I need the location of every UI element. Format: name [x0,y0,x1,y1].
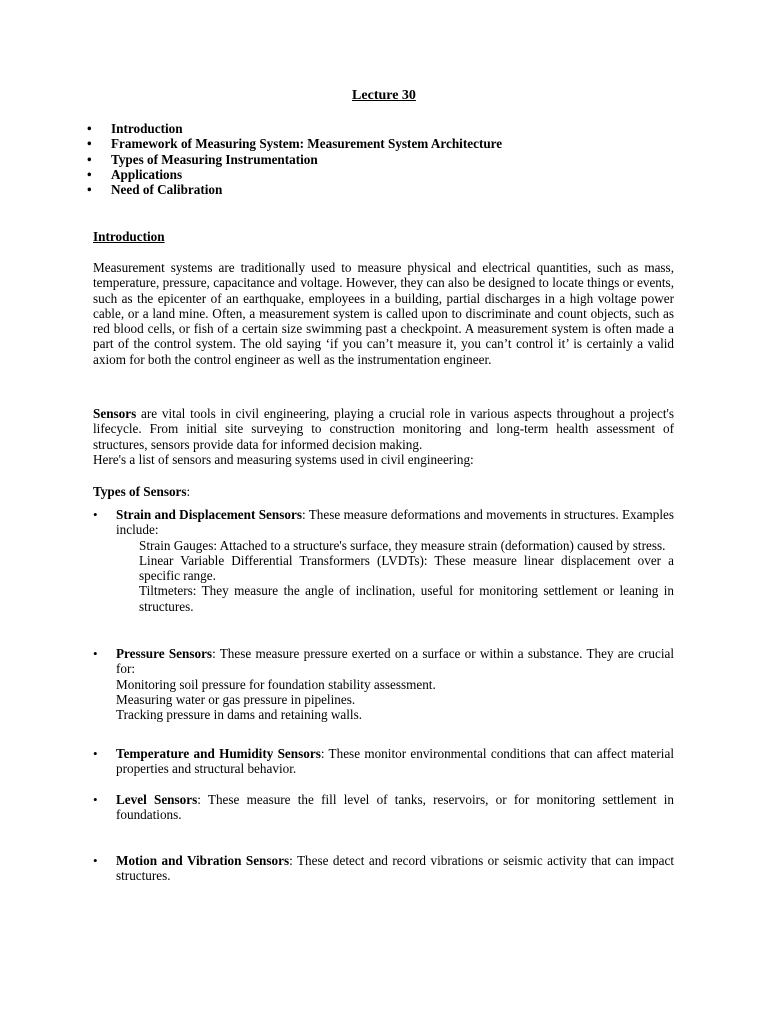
bullet-icon: • [93,792,98,807]
sensor-item-pressure [93,646,674,722]
sensor-desc: : These monitor environmental conditions that can affect material properties and structural behavior. [116,746,674,777]
sensor-body [116,746,674,777]
topic-item [87,136,502,151]
bullet-icon: • [93,507,98,522]
bullet-icon: • [87,166,92,182]
sensor-name: Strain and Displacement Sensors [116,507,302,522]
bullet-icon: • [93,853,98,868]
introduction-paragraph: Measurement systems are traditionally used to measure physical and electrical quantities, such as mass, temperature, pressure, capacitance and voltage. However, they can also be designed to locate things or events, such as the epicenter of an earthquake, employees in a building, partial discharges in a high voltage power cable, or a land mine. Often, a measurement system is called upon to discriminate and count objects, such as red blood cells, or fish of a certain size swimming past a checkpoint. A measurement system is often made a part of the control system. The old saying ‘if you can’t measure it, you can’t control it’ is certainly a valid axiom for both the control engineer as well as the instrumentation engineer. [93,260,674,367]
bullet-icon: • [87,182,92,198]
sensor-sub-item: Tiltmeters: They measure the angle of inclination, useful for monitoring settlement or leaning in structures. [139,583,674,614]
sensors-paragraph [93,406,674,452]
topic-list [87,121,502,197]
bullet-icon: • [87,151,92,167]
topic-text: Need of Calibration [111,182,223,198]
sensor-desc: : These measure pressure exerted on a surface or within a substance. They are crucial for: [116,646,674,677]
sensor-sub-item: Linear Variable Differential Transformers (LVDTs): These measure linear displacement over a specific range. [139,552,674,584]
sensor-name: Motion and Vibration Sensors [116,853,290,868]
sensor-line: Tracking pressure in dams and retaining walls. [116,707,362,723]
sensor-item-strain [93,507,674,614]
sensor-item-temperature [93,746,674,777]
bullet-icon: • [87,121,92,136]
sensor-item-motion [93,853,674,884]
sensors-lead: Sensors [93,406,137,421]
sensor-line: Measuring water or gas pressure in pipelines. [116,691,356,707]
bullet-icon: • [93,746,98,761]
sensors-text: are vital tools in civil engineering, playing a crucial role in various aspects throughout a project's lifecycle. From initial site surveying to construction monitoring and long-term health assessment of structures, sensors provide data for informed decision making. [93,406,674,452]
introduction-heading: Introduction [93,229,165,244]
types-heading-colon: : [186,484,191,499]
sensor-body [116,792,674,823]
bullet-icon: • [87,136,92,152]
topic-item [87,182,502,197]
types-of-sensors-heading [93,484,693,499]
topic-item [87,121,502,136]
topic-text: Applications [111,166,183,182]
topic-item [87,152,502,167]
sensor-name: Temperature and Humidity Sensors [116,746,321,761]
page-title: Lecture 30 [352,88,416,103]
bullet-icon: • [93,646,98,661]
sensor-name: Pressure Sensors [116,646,213,661]
sensor-body [116,646,674,722]
topic-text: Introduction [111,121,183,136]
sensor-item-level [93,792,674,823]
sensor-desc: : These measure the fill level of tanks, reservoirs, or for monitoring settlement in foundations. [116,792,675,823]
sensor-body [116,853,674,884]
sensor-line: Monitoring soil pressure for foundation stability assessment. [116,676,436,692]
topic-text: Types of Measuring Instrumentation [111,151,318,167]
topic-text: Framework of Measuring System: Measurement System Architecture [111,136,503,152]
sensor-sub-item: Strain Gauges: Attached to a structure's surface, they measure strain (deformation) caused by stress. [139,537,666,553]
sensor-body [116,507,674,614]
sensor-desc: : These measure deformations and movements in structures. Examples include: [116,507,674,538]
sensors-list-intro: Here's a list of sensors and measuring systems used in civil engineering: [93,452,474,467]
types-heading-label: Types of Sensors [93,484,187,499]
topic-item [87,167,502,182]
sensor-desc: : These detect and record vibrations or seismic activity that can impact structures. [116,853,674,884]
sensor-name: Level Sensors [116,792,198,807]
